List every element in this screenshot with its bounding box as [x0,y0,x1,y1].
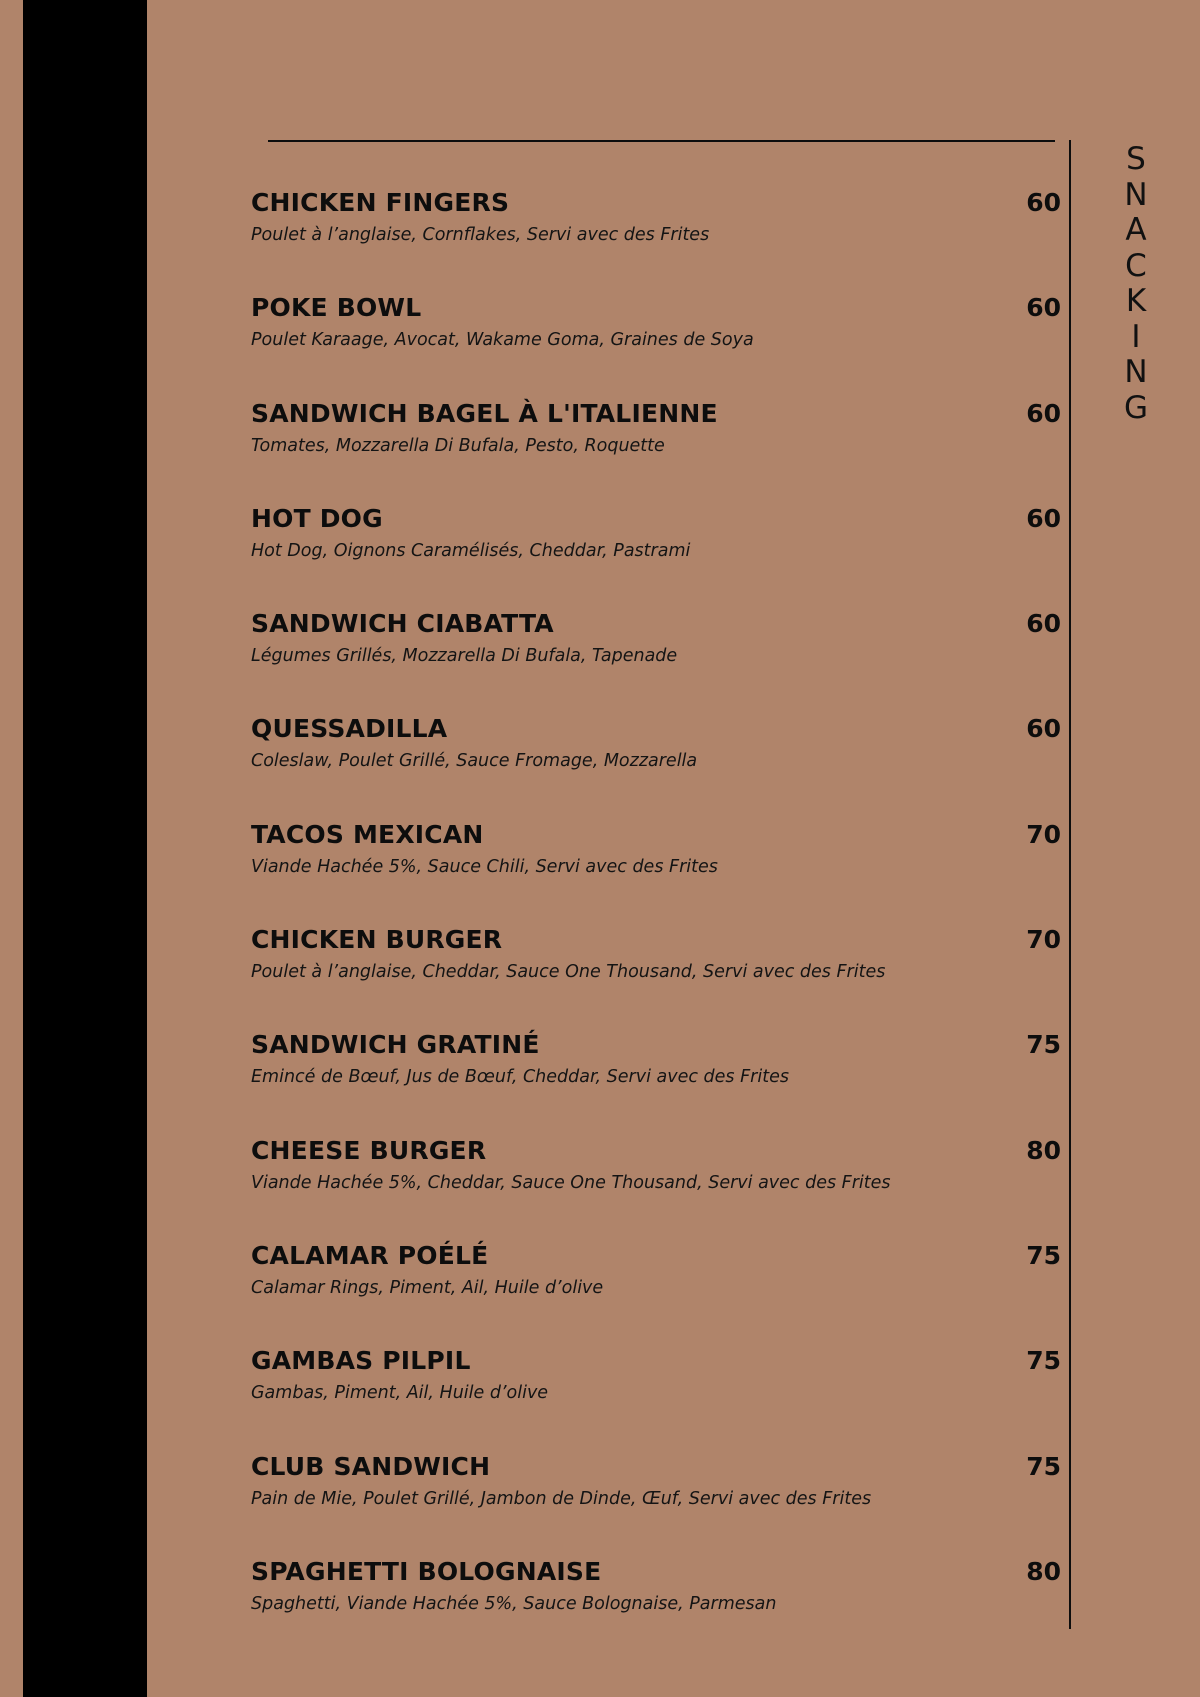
item-description: Calamar Rings, Piment, Ail, Huile d’olive [251,1277,604,1298]
item-name: CHEESE BURGER [251,1135,487,1165]
item-name: GAMBAS PILPIL [251,1346,471,1376]
menu-item [251,1030,1061,1135]
item-name: TACOS MEXICAN [251,819,484,849]
menu-item [251,1557,1061,1662]
side-divider [1069,140,1071,1629]
item-description: Légumes Grillés, Mozzarella Di Bufala, Tapenade [251,646,678,667]
section-title-letter: N [1124,354,1148,390]
item-name: HOT DOG [251,503,383,533]
menu-item [251,1452,1061,1557]
top-divider [268,140,1055,142]
menu-item [251,820,1061,925]
menu-item [251,399,1061,504]
item-description: Spaghetti, Viande Hachée 5%, Sauce Bolognaise, Parmesan [251,1593,777,1614]
item-name: SANDWICH CIABATTA [251,609,554,639]
section-title-letter: A [1125,212,1147,248]
item-price: 75 [1026,1240,1061,1270]
item-price: 70 [1026,925,1061,955]
section-title-letter: S [1126,141,1146,177]
section-title-letter: G [1123,389,1149,426]
item-description: Emincé de Bœuf, Jus de Bœuf, Cheddar, Servi avec des Frites [251,1067,789,1088]
item-price: 60 [1026,714,1061,744]
item-description: Tomates, Mozzarella Di Bufala, Pesto, Roquette [251,435,665,456]
item-price: 75 [1026,1030,1061,1060]
item-name: CLUB SANDWICH [251,1451,491,1481]
item-description: Hot Dog, Oignons Caramélisés, Cheddar, Pastrami [251,540,691,561]
item-description: Poulet à l’anglaise, Cheddar, Sauce One Thousand, Servi avec des Frites [251,962,886,983]
menu-item [251,609,1061,714]
item-price: 75 [1026,1451,1061,1481]
menu-item [251,1241,1061,1346]
item-description: Poulet à l’anglaise, Cornflakes, Servi avec des Frites [251,225,710,245]
item-name: POKE BOWL [251,293,422,323]
item-description: Poulet Karaage, Avocat, Wakame Goma, Graines de Soya [251,330,754,351]
item-price: 70 [1026,819,1061,849]
menu-list [251,188,1061,1662]
item-price: 60 [1026,609,1061,639]
item-name: SANDWICH BAGEL À L'ITALIENNE [251,398,718,428]
section-title-letter: N [1124,176,1148,213]
item-description: Viande Hachée 5%, Cheddar, Sauce One Thousand, Servi avec des Frites [251,1172,891,1193]
item-price: 75 [1026,1346,1061,1376]
section-title-letter: K [1125,283,1147,319]
section-title-letter: C [1125,247,1147,284]
item-name: QUESSADILLA [251,714,448,744]
item-name: CALAMAR POÉLÉ [251,1240,489,1270]
menu-item [251,1346,1061,1451]
item-description: Coleslaw, Poulet Grillé, Sauce Fromage, Mozzarella [251,751,698,772]
item-name: SANDWICH GRATINÉ [251,1030,540,1060]
menu-item [251,1136,1061,1241]
item-name: SPAGHETTI BOLOGNAISE [251,1556,602,1586]
item-price: 60 [1026,188,1061,217]
menu-item [251,925,1061,1030]
section-title [1114,142,1158,426]
item-description: Pain de Mie, Poulet Grillé, Jambon de Dinde, Œuf, Servi avec des Frites [251,1488,872,1509]
item-name: CHICKEN BURGER [251,925,503,955]
item-description: Viande Hachée 5%, Sauce Chili, Servi avec des Frites [251,856,718,877]
item-description: Gambas, Piment, Ail, Huile d’olive [251,1383,549,1404]
item-price: 60 [1026,293,1061,323]
item-name: CHICKEN FINGERS [251,188,510,217]
menu-item [251,188,1061,293]
menu-item [251,714,1061,819]
item-price: 80 [1026,1556,1061,1586]
menu-item [251,504,1061,609]
item-price: 60 [1026,503,1061,533]
left-decorative-bar [23,0,147,1697]
section-title-letter: I [1131,318,1141,355]
item-price: 60 [1026,398,1061,428]
menu-item [251,293,1061,398]
item-price: 80 [1026,1135,1061,1165]
